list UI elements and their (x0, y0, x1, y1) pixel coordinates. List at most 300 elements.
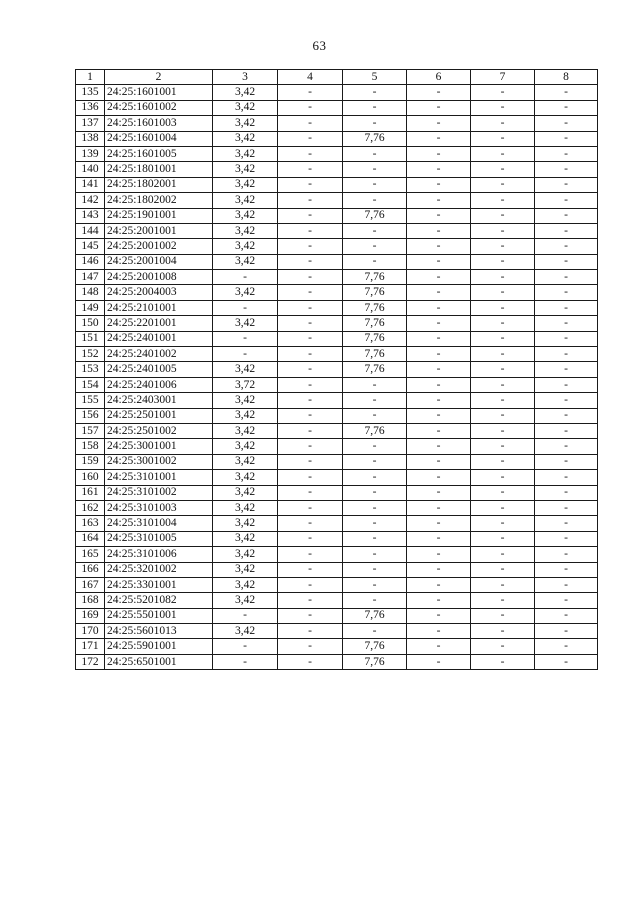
table-cell-col-7: - (471, 377, 535, 392)
table-cell-col-6: - (407, 362, 471, 377)
table-row (76, 331, 598, 346)
page-number: 63 (312, 38, 327, 53)
table-cell-col-6: - (407, 347, 471, 362)
table-cell-col-4: - (278, 439, 343, 454)
table-cell-col-6: - (407, 577, 471, 592)
table-row (76, 116, 598, 131)
table-cell-col-5: - (343, 408, 407, 423)
table-cell-col-1: 144 (76, 223, 105, 238)
table-cell-col-5: 7,76 (343, 347, 407, 362)
table-cell-col-6: - (407, 285, 471, 300)
table-cell-col-7: - (471, 347, 535, 362)
table-cell-col-3: 3,42 (213, 470, 278, 485)
table-cell-col-4: - (278, 131, 343, 146)
table-cell-col-3: 3,42 (213, 254, 278, 269)
table-row (76, 85, 598, 100)
table-cell-col-6: - (407, 162, 471, 177)
table-cell-col-2: 24:25:1802001 (105, 177, 213, 192)
table-row (76, 254, 598, 269)
table-cell-col-7: - (471, 116, 535, 131)
table-cell-col-2: 24:25:1601002 (105, 100, 213, 115)
table-cell-col-4: - (278, 470, 343, 485)
table-cell-col-4: - (278, 500, 343, 515)
table-cell-col-2: 24:25:2001001 (105, 223, 213, 238)
table-cell-col-3: 3,42 (213, 516, 278, 531)
table-cell-col-4: - (278, 254, 343, 269)
table-row (76, 593, 598, 608)
table-cell-col-7: - (471, 270, 535, 285)
table-cell-col-8: - (535, 162, 598, 177)
table-row (76, 300, 598, 315)
table-cell-col-6: - (407, 239, 471, 254)
table-cell-col-8: - (535, 393, 598, 408)
table-cell-col-7: - (471, 624, 535, 639)
table-cell-col-4: - (278, 393, 343, 408)
table-cell-col-6: - (407, 300, 471, 315)
table-cell-col-5: 7,76 (343, 300, 407, 315)
table-cell-col-7: - (471, 408, 535, 423)
table-cell-col-4: - (278, 362, 343, 377)
table-cell-col-8: - (535, 577, 598, 592)
table-cell-col-7: - (471, 146, 535, 161)
table-cell-col-6: - (407, 254, 471, 269)
table-cell-col-5: - (343, 439, 407, 454)
table-cell-col-4: - (278, 485, 343, 500)
table-cell-col-8: - (535, 377, 598, 392)
table-cell-col-7: - (471, 516, 535, 531)
table-cell-col-4: - (278, 577, 343, 592)
table-cell-col-4: - (278, 516, 343, 531)
table-cell-col-5: 7,76 (343, 208, 407, 223)
table-cell-col-8: - (535, 593, 598, 608)
table-cell-col-1: 140 (76, 162, 105, 177)
table-cell-col-8: - (535, 85, 598, 100)
table-cell-col-8: - (535, 131, 598, 146)
table-cell-col-5: 7,76 (343, 285, 407, 300)
table-cell-col-5: - (343, 485, 407, 500)
table-cell-col-4: - (278, 639, 343, 654)
table-cell-col-5: - (343, 177, 407, 192)
table-cell-col-5: 7,76 (343, 608, 407, 623)
column-header-8: 8 (535, 70, 598, 85)
table-cell-col-7: - (471, 223, 535, 238)
table-cell-col-7: - (471, 439, 535, 454)
table-cell-col-1: 157 (76, 423, 105, 438)
table-cell-col-3: - (213, 331, 278, 346)
table-cell-col-1: 172 (76, 654, 105, 669)
table-cell-col-7: - (471, 331, 535, 346)
table-cell-col-4: - (278, 547, 343, 562)
table-cell-col-4: - (278, 270, 343, 285)
table-cell-col-1: 171 (76, 639, 105, 654)
table-cell-col-3: 3,42 (213, 439, 278, 454)
table-cell-col-7: - (471, 131, 535, 146)
column-header-1: 1 (76, 70, 105, 85)
column-header-6: 6 (407, 70, 471, 85)
table-cell-col-1: 162 (76, 500, 105, 515)
table-cell-col-7: - (471, 547, 535, 562)
table-cell-col-3: 3,42 (213, 531, 278, 546)
table-cell-col-8: - (535, 423, 598, 438)
table-cell-col-5: - (343, 624, 407, 639)
table-cell-col-6: - (407, 316, 471, 331)
table-cell-col-8: - (535, 654, 598, 669)
table-cell-col-2: 24:25:5901001 (105, 639, 213, 654)
table-cell-col-8: - (535, 100, 598, 115)
table-row (76, 131, 598, 146)
table-row (76, 531, 598, 546)
table-cell-col-2: 24:25:2401005 (105, 362, 213, 377)
table-cell-col-6: - (407, 593, 471, 608)
table-cell-col-5: - (343, 239, 407, 254)
table-cell-col-2: 24:25:1802002 (105, 193, 213, 208)
table-row (76, 654, 598, 669)
table-cell-col-1: 149 (76, 300, 105, 315)
data-table (75, 69, 598, 670)
table-cell-col-4: - (278, 162, 343, 177)
table-cell-col-7: - (471, 593, 535, 608)
table-cell-col-1: 150 (76, 316, 105, 331)
table-cell-col-6: - (407, 423, 471, 438)
table-cell-col-5: - (343, 116, 407, 131)
table-cell-col-1: 155 (76, 393, 105, 408)
table-cell-col-5: - (343, 454, 407, 469)
table-cell-col-6: - (407, 131, 471, 146)
table-cell-col-4: - (278, 423, 343, 438)
table-cell-col-3: 3,42 (213, 85, 278, 100)
table-cell-col-7: - (471, 531, 535, 546)
table-cell-col-3: 3,42 (213, 116, 278, 131)
table-cell-col-4: - (278, 285, 343, 300)
table-cell-col-6: - (407, 454, 471, 469)
table-cell-col-2: 24:25:2401001 (105, 331, 213, 346)
table-cell-col-1: 161 (76, 485, 105, 500)
table-cell-col-5: - (343, 193, 407, 208)
table-cell-col-2: 24:25:2501001 (105, 408, 213, 423)
table-cell-col-1: 151 (76, 331, 105, 346)
table-cell-col-1: 138 (76, 131, 105, 146)
table-body (76, 85, 598, 670)
table-cell-col-7: - (471, 639, 535, 654)
table-cell-col-1: 152 (76, 347, 105, 362)
table-cell-col-2: 24:25:1901001 (105, 208, 213, 223)
table-cell-col-1: 169 (76, 608, 105, 623)
table-cell-col-8: - (535, 485, 598, 500)
table-cell-col-1: 170 (76, 624, 105, 639)
table-cell-col-7: - (471, 562, 535, 577)
table-cell-col-3: 3,42 (213, 547, 278, 562)
table-cell-col-4: - (278, 608, 343, 623)
table-cell-col-3: 3,42 (213, 223, 278, 238)
table-cell-col-1: 139 (76, 146, 105, 161)
column-header-3: 3 (213, 70, 278, 85)
table-cell-col-3: - (213, 347, 278, 362)
table-cell-col-2: 24:25:2401006 (105, 377, 213, 392)
table-cell-col-2: 24:25:2403001 (105, 393, 213, 408)
table-cell-col-8: - (535, 239, 598, 254)
table-row (76, 316, 598, 331)
table-cell-col-2: 24:25:2004003 (105, 285, 213, 300)
table-cell-col-8: - (535, 347, 598, 362)
table-cell-col-1: 164 (76, 531, 105, 546)
table-cell-col-5: - (343, 393, 407, 408)
table-cell-col-4: - (278, 624, 343, 639)
table-cell-col-4: - (278, 377, 343, 392)
table-cell-col-2: 24:25:5501001 (105, 608, 213, 623)
table-cell-col-6: - (407, 516, 471, 531)
table-row (76, 162, 598, 177)
table-row (76, 208, 598, 223)
table-cell-col-3: 3,42 (213, 562, 278, 577)
table-cell-col-5: 7,76 (343, 423, 407, 438)
table-cell-col-3: 3,42 (213, 131, 278, 146)
table-cell-col-8: - (535, 331, 598, 346)
table-cell-col-7: - (471, 316, 535, 331)
table-row (76, 177, 598, 192)
table-cell-col-8: - (535, 547, 598, 562)
table-cell-col-7: - (471, 423, 535, 438)
table-cell-col-3: 3,42 (213, 454, 278, 469)
table-cell-col-6: - (407, 439, 471, 454)
table-cell-col-8: - (535, 254, 598, 269)
table-cell-col-1: 136 (76, 100, 105, 115)
table-cell-col-8: - (535, 193, 598, 208)
table-cell-col-7: - (471, 285, 535, 300)
table-cell-col-1: 142 (76, 193, 105, 208)
table-cell-col-7: - (471, 577, 535, 592)
table-row (76, 408, 598, 423)
table-cell-col-4: - (278, 208, 343, 223)
table-cell-col-5: - (343, 100, 407, 115)
table-cell-col-4: - (278, 654, 343, 669)
table-cell-col-5: - (343, 85, 407, 100)
table-cell-col-6: - (407, 654, 471, 669)
column-header-7: 7 (471, 70, 535, 85)
table-cell-col-3: 3,42 (213, 624, 278, 639)
table-cell-col-5: - (343, 577, 407, 592)
table-cell-col-3: 3,42 (213, 193, 278, 208)
table-cell-col-6: - (407, 624, 471, 639)
table-cell-col-4: - (278, 531, 343, 546)
table-row (76, 193, 598, 208)
table-cell-col-8: - (535, 208, 598, 223)
table-cell-col-3: 3,42 (213, 162, 278, 177)
table-row (76, 516, 598, 531)
table-cell-col-2: 24:25:1601003 (105, 116, 213, 131)
table-cell-col-3: - (213, 608, 278, 623)
table-cell-col-7: - (471, 485, 535, 500)
table-cell-col-1: 166 (76, 562, 105, 577)
table-cell-col-2: 24:25:1601001 (105, 85, 213, 100)
table-cell-col-3: 3,42 (213, 316, 278, 331)
table-cell-col-4: - (278, 316, 343, 331)
table-row (76, 470, 598, 485)
table-cell-col-6: - (407, 408, 471, 423)
table-cell-col-7: - (471, 254, 535, 269)
table-cell-col-5: - (343, 254, 407, 269)
table-cell-col-3: 3,42 (213, 408, 278, 423)
table-cell-col-7: - (471, 454, 535, 469)
table-cell-col-6: - (407, 377, 471, 392)
table-cell-col-2: 24:25:3201002 (105, 562, 213, 577)
table-cell-col-5: - (343, 223, 407, 238)
table-row (76, 239, 598, 254)
table-cell-col-6: - (407, 608, 471, 623)
table-row (76, 146, 598, 161)
table-cell-col-3: 3,42 (213, 423, 278, 438)
table-cell-col-6: - (407, 193, 471, 208)
table-cell-col-2: 24:25:2201001 (105, 316, 213, 331)
table-cell-col-6: - (407, 470, 471, 485)
table-cell-col-2: 24:25:6501001 (105, 654, 213, 669)
table-cell-col-1: 135 (76, 85, 105, 100)
table-cell-col-2: 24:25:2501002 (105, 423, 213, 438)
table-cell-col-3: - (213, 300, 278, 315)
table-cell-col-4: - (278, 408, 343, 423)
table-cell-col-1: 153 (76, 362, 105, 377)
table-cell-col-2: 24:25:2001008 (105, 270, 213, 285)
table-cell-col-4: - (278, 562, 343, 577)
table-cell-col-2: 24:25:5601013 (105, 624, 213, 639)
table-cell-col-6: - (407, 639, 471, 654)
table-cell-col-3: 3,42 (213, 285, 278, 300)
table-cell-col-3: 3,42 (213, 593, 278, 608)
table-cell-col-3: 3,42 (213, 485, 278, 500)
table-cell-col-1: 145 (76, 239, 105, 254)
table-cell-col-8: - (535, 285, 598, 300)
table-cell-col-1: 165 (76, 547, 105, 562)
table-cell-col-3: 3,42 (213, 577, 278, 592)
table-cell-col-1: 147 (76, 270, 105, 285)
table-cell-col-3: - (213, 639, 278, 654)
table-cell-col-2: 24:25:3001001 (105, 439, 213, 454)
table-cell-col-4: - (278, 116, 343, 131)
table-row (76, 223, 598, 238)
table-cell-col-8: - (535, 362, 598, 377)
table-cell-col-5: - (343, 500, 407, 515)
table-row (76, 347, 598, 362)
table-cell-col-4: - (278, 146, 343, 161)
table-cell-col-7: - (471, 208, 535, 223)
table-cell-col-7: - (471, 177, 535, 192)
table-cell-col-5: - (343, 593, 407, 608)
table-cell-col-3: - (213, 654, 278, 669)
table-cell-col-4: - (278, 223, 343, 238)
table-cell-col-6: - (407, 116, 471, 131)
table-cell-col-1: 146 (76, 254, 105, 269)
table-cell-col-5: - (343, 146, 407, 161)
table-header-row (76, 70, 598, 85)
table-cell-col-5: - (343, 377, 407, 392)
table-cell-col-3: 3,42 (213, 146, 278, 161)
table-cell-col-4: - (278, 177, 343, 192)
table-cell-col-5: - (343, 531, 407, 546)
table-cell-col-8: - (535, 470, 598, 485)
table-cell-col-8: - (535, 500, 598, 515)
table-cell-col-2: 24:25:2001004 (105, 254, 213, 269)
column-header-5: 5 (343, 70, 407, 85)
table-cell-col-1: 154 (76, 377, 105, 392)
table-cell-col-5: 7,76 (343, 316, 407, 331)
table-cell-col-6: - (407, 223, 471, 238)
table-cell-col-3: 3,42 (213, 500, 278, 515)
table-cell-col-2: 24:25:1601004 (105, 131, 213, 146)
table-cell-col-2: 24:25:3101002 (105, 485, 213, 500)
table-row (76, 439, 598, 454)
table-row (76, 285, 598, 300)
table-row (76, 270, 598, 285)
table-cell-col-8: - (535, 270, 598, 285)
table-cell-col-2: 24:25:1801001 (105, 162, 213, 177)
table-cell-col-2: 24:25:3001002 (105, 454, 213, 469)
table-cell-col-8: - (535, 624, 598, 639)
table-cell-col-7: - (471, 100, 535, 115)
table-cell-col-1: 148 (76, 285, 105, 300)
table-cell-col-1: 163 (76, 516, 105, 531)
table-cell-col-6: - (407, 531, 471, 546)
table-cell-col-2: 24:25:3301001 (105, 577, 213, 592)
table-cell-col-1: 168 (76, 593, 105, 608)
table-cell-col-7: - (471, 500, 535, 515)
table-cell-col-5: 7,76 (343, 639, 407, 654)
table-cell-col-2: 24:25:3101001 (105, 470, 213, 485)
table-cell-col-7: - (471, 85, 535, 100)
table-cell-col-2: 24:25:5201082 (105, 593, 213, 608)
table-cell-col-8: - (535, 531, 598, 546)
table-cell-col-4: - (278, 593, 343, 608)
table-cell-col-8: - (535, 116, 598, 131)
table-cell-col-5: 7,76 (343, 362, 407, 377)
table-row (76, 362, 598, 377)
table-cell-col-8: - (535, 454, 598, 469)
table-cell-col-6: - (407, 562, 471, 577)
table-cell-col-1: 167 (76, 577, 105, 592)
table-cell-col-6: - (407, 208, 471, 223)
table-cell-col-6: - (407, 393, 471, 408)
table-cell-col-8: - (535, 562, 598, 577)
table-cell-col-2: 24:25:3101003 (105, 500, 213, 515)
table-cell-col-4: - (278, 100, 343, 115)
table-row (76, 608, 598, 623)
table-cell-col-3: 3,42 (213, 362, 278, 377)
table-cell-col-7: - (471, 608, 535, 623)
table-cell-col-3: 3,72 (213, 377, 278, 392)
table-cell-col-1: 156 (76, 408, 105, 423)
table-cell-col-2: 24:25:1601005 (105, 146, 213, 161)
table-cell-col-5: - (343, 162, 407, 177)
table-cell-col-1: 160 (76, 470, 105, 485)
table-cell-col-5: 7,76 (343, 131, 407, 146)
table-cell-col-7: - (471, 300, 535, 315)
table-cell-col-5: 7,76 (343, 331, 407, 346)
table-cell-col-7: - (471, 239, 535, 254)
table-cell-col-2: 24:25:2401002 (105, 347, 213, 362)
table-cell-col-1: 159 (76, 454, 105, 469)
table-cell-col-5: - (343, 516, 407, 531)
table-row (76, 577, 598, 592)
table-cell-col-6: - (407, 270, 471, 285)
table-cell-col-8: - (535, 408, 598, 423)
table-cell-col-2: 24:25:2001002 (105, 239, 213, 254)
table-cell-col-3: 3,42 (213, 208, 278, 223)
table-cell-col-3: 3,42 (213, 239, 278, 254)
table-cell-col-8: - (535, 300, 598, 315)
table-cell-col-4: - (278, 347, 343, 362)
table-cell-col-7: - (471, 654, 535, 669)
table-cell-col-7: - (471, 393, 535, 408)
table-row (76, 639, 598, 654)
table-cell-col-8: - (535, 223, 598, 238)
